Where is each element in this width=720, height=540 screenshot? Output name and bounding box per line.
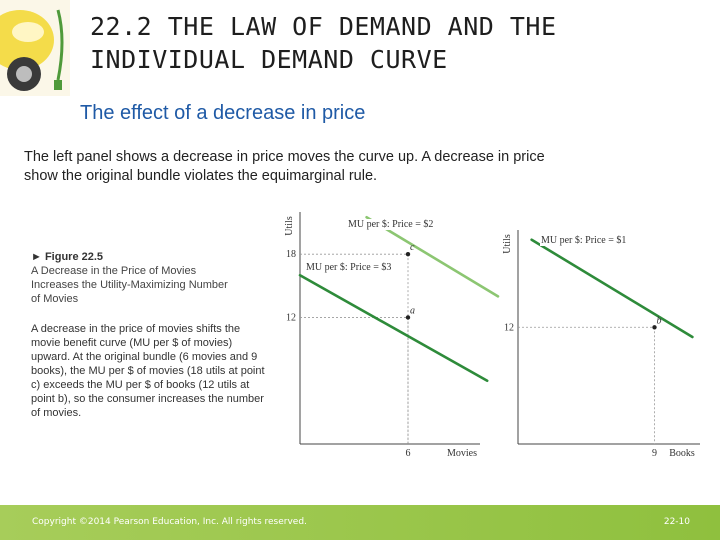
x-axis-label: Books: [669, 448, 695, 459]
series-label-2: MU per $: Price = $3: [306, 262, 392, 273]
point-label-a: a: [410, 305, 415, 317]
figure-description: A decrease in the price of movies shifts the movie benefit curve (MU per $ of movies) upward. At the original bundle (6 movies and 9 books), the MU per $ of movies (18 utils at point c) exceeds the MU per $ of books (12 utils at point b), so the consumer increases the number of movies.: [31, 323, 265, 419]
y-axis-label: Utils: [284, 216, 295, 236]
footer-page-number: 22-10: [663, 517, 690, 527]
y-tick-label: 18: [286, 249, 296, 261]
figure-title-line-3: of Movies: [31, 293, 79, 305]
footer-bar: [0, 505, 720, 540]
y-axis-label: Utils: [502, 234, 513, 254]
x-axis-label: Movies: [447, 448, 477, 459]
left-panel: [284, 212, 498, 459]
slide-subtitle: The effect of a decrease in price: [80, 102, 366, 124]
body-line-1: The left panel shows a decrease in price moves the curve up. A decrease in price: [24, 149, 545, 165]
point-label-b: b: [656, 315, 662, 327]
series-line-1: [532, 240, 693, 337]
series-label-1: MU per $: Price = $1: [541, 235, 627, 246]
x-tick-label: 9: [652, 448, 657, 459]
figure-label: ► Figure 22.5: [31, 251, 104, 263]
x-tick-label: 6: [405, 448, 411, 459]
y-tick-label: 12: [504, 322, 514, 334]
figure-title-line-2: Increases the Utility-Maximizing Number: [31, 279, 228, 291]
figure-title-line-1: A Decrease in the Price of Movies: [31, 265, 197, 277]
right-panel: [502, 230, 700, 459]
slide-title-line-2: INDIVIDUAL DEMAND CURVE: [90, 45, 448, 74]
footer-copyright: Copyright ©2014 Pearson Education, Inc. All rights reserved.: [32, 517, 307, 527]
slide-title-line-1: 22.2 THE LAW OF DEMAND AND THE: [90, 12, 557, 41]
point-label-c: c: [410, 242, 415, 254]
series-line-2: [300, 275, 487, 380]
series-label-1: MU per $: Price = $2: [348, 219, 434, 230]
body-line-2: show the original bundle violates the equimarginal rule.: [24, 168, 378, 184]
y-tick-label: 12: [286, 312, 296, 324]
